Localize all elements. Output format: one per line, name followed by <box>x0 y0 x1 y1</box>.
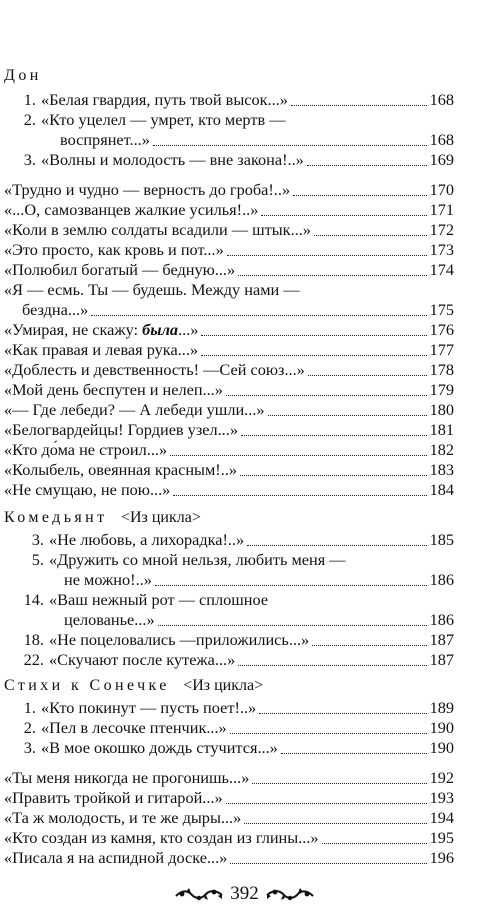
toc-entry[interactable] <box>4 828 454 848</box>
entry-number: 3. <box>31 530 44 549</box>
leader-dots <box>201 334 426 336</box>
entry-page: 186 <box>429 570 454 589</box>
leader-dots <box>158 624 427 626</box>
entry-number: 14. <box>23 590 44 609</box>
leader-dots <box>247 544 426 546</box>
entry-title: «Доблесть и девственность! —Сей союз...» <box>4 360 305 379</box>
entry-page: 173 <box>429 240 454 259</box>
page-number: 392 <box>230 883 259 904</box>
entry-page: 184 <box>429 480 454 499</box>
entry-number: 18. <box>23 630 44 649</box>
entry-title: «Трудно и чудно — верность до гроба!..» <box>4 180 291 199</box>
entry-page: 185 <box>429 530 454 549</box>
entry-title: «Мой день беспутен и нелеп...» <box>4 380 223 399</box>
entry-title: «Я — есмь. Ты — будешь. Между нами — <box>4 280 300 299</box>
toc-entry[interactable] <box>4 460 454 480</box>
leader-dots <box>293 194 426 196</box>
entry-title: «Ты меня никогда не прогонишь...» <box>4 768 250 787</box>
entry-title: «Колыбель, овеянная красным!..» <box>4 460 237 479</box>
entry-page: 181 <box>429 420 454 439</box>
toc-entry[interactable] <box>22 650 454 670</box>
toc-entry-continuation[interactable] <box>64 570 454 590</box>
leader-dots <box>238 664 426 666</box>
entry-page: 194 <box>429 808 454 827</box>
toc-entry[interactable] <box>4 180 454 200</box>
entry-page: 176 <box>429 320 454 339</box>
heading-subtitle: <Из цикла> <box>120 509 201 526</box>
leader-dots <box>170 454 426 456</box>
entry-title-continued: целованье...» <box>64 610 155 629</box>
toc-entry[interactable] <box>4 440 454 460</box>
entry-page: 170 <box>429 180 454 199</box>
entry-page: 168 <box>429 90 454 109</box>
entry-title-continued: не можно!..» <box>64 570 152 589</box>
entry-number: 3. <box>23 738 36 757</box>
toc-entry[interactable] <box>22 630 454 650</box>
entry-title: «Белогвардейцы! Гордиев узел...» <box>4 420 238 439</box>
entry-title: «Кто покинут — пусть поет!..» <box>41 698 257 717</box>
heading-subtitle: <Из цикла> <box>183 677 264 694</box>
entry-title: «Как правая и левая рука...» <box>4 340 199 359</box>
leader-dots <box>226 802 427 804</box>
entry-title <box>4 320 198 340</box>
entry-page: 169 <box>429 150 454 169</box>
entry-title: «Пел в лесочке птенчик...» <box>41 718 227 737</box>
entry-page: 182 <box>429 440 454 459</box>
toc-entry[interactable] <box>4 848 454 868</box>
toc-entry[interactable] <box>4 400 454 420</box>
leader-dots <box>308 374 427 376</box>
entry-page: 189 <box>429 698 454 717</box>
entry-page: 174 <box>429 260 454 279</box>
entry-number: 3. <box>23 150 36 169</box>
entry-title-part: «Умирая, не скажу: <box>4 320 143 339</box>
leader-dots <box>201 354 427 356</box>
entry-page: 183 <box>429 460 454 479</box>
toc-entry[interactable] <box>4 360 454 380</box>
leader-dots <box>252 782 426 784</box>
entry-page: 192 <box>429 768 454 787</box>
toc-entry-continuation[interactable] <box>64 610 454 630</box>
entry-title: «Дружить со мной нельзя, любить меня — <box>49 550 346 569</box>
page-footer <box>0 880 489 908</box>
entry-title: «Та ж молодость, и те же дыры...» <box>4 808 242 827</box>
entry-number: 2. <box>23 110 36 129</box>
entry-page: 178 <box>429 360 454 379</box>
entry-page: 187 <box>429 650 454 669</box>
entry-page: 180 <box>429 400 454 419</box>
toc-entry[interactable] <box>22 150 454 170</box>
entry-number: 22. <box>23 650 44 669</box>
toc-entry[interactable] <box>22 718 454 738</box>
heading-text: Комедьянт <box>4 509 108 526</box>
leader-dots <box>240 474 427 476</box>
entry-title-continued: воспрянет...» <box>60 130 150 149</box>
heading-text: Стихи к Сонечке <box>4 677 170 694</box>
leader-dots <box>261 214 426 216</box>
leader-dots <box>241 434 427 436</box>
entry-page: 193 <box>429 788 454 807</box>
entry-title: «Кто создан из камня, кто создан из глины...» <box>4 828 319 847</box>
floral-ornament-icon <box>265 886 315 902</box>
floral-ornament-right-icon <box>265 886 315 902</box>
entry-page: 175 <box>429 300 454 319</box>
leader-dots <box>268 414 427 416</box>
entry-page: 172 <box>429 220 454 239</box>
entry-title: «— Где лебеди? — А лебеди ушли...» <box>4 400 265 419</box>
section-heading-sonechka <box>4 676 263 696</box>
toc-entry[interactable] <box>22 530 454 550</box>
entry-number: 2. <box>23 718 36 737</box>
entry-page: 190 <box>429 738 454 757</box>
leader-dots <box>322 842 427 844</box>
entry-page: 196 <box>429 848 454 867</box>
heading-text: Дон <box>4 67 42 84</box>
entry-number: 1. <box>23 90 36 109</box>
entry-page: 187 <box>429 630 454 649</box>
entry-title: «Коли в землю солдаты всадили — штык...» <box>4 220 311 239</box>
entry-title: «Писала я на аспидной доске...» <box>4 848 228 867</box>
toc-entry[interactable] <box>4 420 454 440</box>
toc-entry[interactable] <box>4 240 454 260</box>
leader-dots <box>281 752 427 754</box>
toc-entry-continuation[interactable] <box>22 300 454 320</box>
entry-title: «...О, самозванцев жалкие усилья!..» <box>4 200 259 219</box>
section-heading-don <box>4 66 42 86</box>
leader-dots <box>291 104 427 106</box>
toc-entry[interactable] <box>4 380 454 400</box>
toc-entry[interactable] <box>22 110 454 130</box>
entry-title-emphasis: была <box>142 320 179 339</box>
leader-dots <box>259 712 426 714</box>
toc-entry-continuation[interactable] <box>60 130 454 150</box>
entry-number: 1. <box>23 698 36 717</box>
leader-dots <box>238 274 426 276</box>
entry-page: 179 <box>429 380 454 399</box>
entry-title: «Полюбил богатый — бедную...» <box>4 260 236 279</box>
entry-page: 195 <box>429 828 454 847</box>
entry-title-continued: бездна...» <box>22 300 89 319</box>
toc-entry[interactable] <box>4 788 454 808</box>
entry-title: «Править тройкой и гитарой...» <box>4 788 223 807</box>
leader-dots <box>227 254 427 256</box>
entry-title: «Не поцеловались —приложились...» <box>49 630 310 649</box>
leader-dots <box>155 584 427 586</box>
toc-entry[interactable] <box>22 590 454 610</box>
toc-entry[interactable] <box>22 738 454 758</box>
leader-dots <box>230 732 427 734</box>
entry-title: «В мое окошко дождь стучится...» <box>41 738 278 757</box>
entry-title: «Кто до́ма не строил...» <box>4 440 168 459</box>
entry-title: «Ваш нежный рот — сплошное <box>49 590 269 609</box>
entry-title: «Не смущаю, не пою...» <box>4 480 171 499</box>
entry-page: 177 <box>429 340 454 359</box>
toc-entry[interactable] <box>22 698 454 718</box>
floral-ornament-icon <box>174 886 224 902</box>
leader-dots <box>91 314 426 316</box>
toc-entry[interactable] <box>4 320 454 340</box>
leader-dots <box>314 234 427 236</box>
entry-title: «Скучают после кутежа...» <box>49 650 236 669</box>
leader-dots <box>244 822 426 824</box>
entry-title: «Белая гвардия, путь твой высок...» <box>41 90 288 109</box>
entry-title: «Волны и молодость — вне закона!..» <box>41 150 304 169</box>
entry-title: «Это просто, как кровь и пот...» <box>4 240 224 259</box>
toc-entry[interactable] <box>4 280 454 300</box>
leader-dots <box>153 144 427 146</box>
entry-title-part: ...» <box>178 320 199 339</box>
toc-entry[interactable] <box>4 340 454 360</box>
entry-page: 190 <box>429 718 454 737</box>
toc-entry[interactable] <box>22 550 454 570</box>
toc-entry[interactable] <box>22 90 454 110</box>
leader-dots <box>173 494 426 496</box>
entry-number: 5. <box>31 550 44 569</box>
toc-entry[interactable] <box>4 200 454 220</box>
entry-page: 168 <box>429 130 454 149</box>
toc-entry[interactable] <box>4 808 454 828</box>
entry-title: «Кто уцелел — умрет, кто мертв — <box>41 110 286 129</box>
leader-dots <box>230 862 426 864</box>
leader-dots <box>312 644 426 646</box>
leader-dots <box>226 394 427 396</box>
entry-title: «Не любовь, а лихорадка!..» <box>49 530 245 549</box>
leader-dots <box>307 164 427 166</box>
toc-entry[interactable] <box>4 220 454 240</box>
floral-ornament-left-icon <box>174 886 224 902</box>
entry-page: 171 <box>429 200 454 219</box>
section-heading-komediant <box>4 508 201 528</box>
toc-entry[interactable] <box>4 260 454 280</box>
toc-entry[interactable] <box>4 480 454 500</box>
entry-page: 186 <box>429 610 454 629</box>
toc-entry[interactable] <box>4 768 454 788</box>
